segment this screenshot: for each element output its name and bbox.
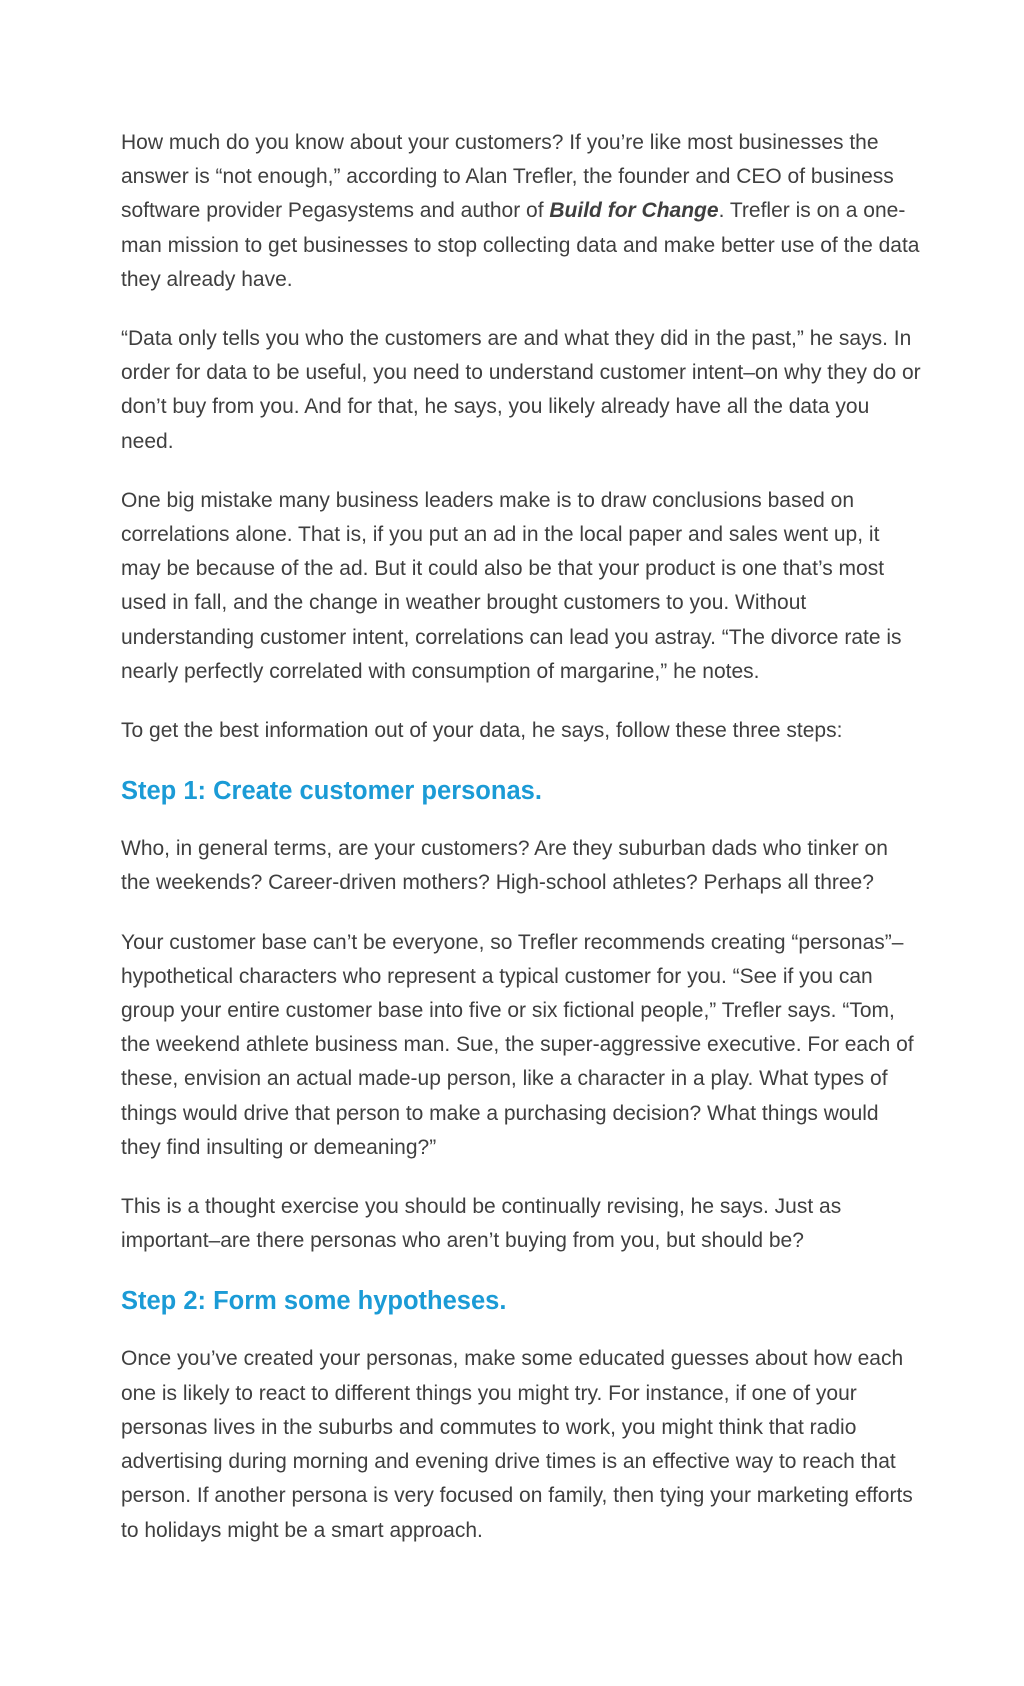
- paragraph-data-quote: “Data only tells you who the customers are and what they did in the past,” he says. In order for data to be useful, you need to understand customer intent–on why they do or don’t buy from you. And for that, he says, you likely already have all the data you need.: [121, 327, 921, 453]
- paragraph-hypotheses: Once you’ve created your personas, make some educated guesses about how each one is likely to react to different things you might try. For instance, if one of your personas lives in the suburbs and commutes to work, you might think that radio advertising during morning and evening drive times is an effective way to reach that person. If another persona is very focused on family, then tying your marketing efforts to holidays might be a smart approach.: [121, 1347, 913, 1542]
- paragraph-personas: Your customer base can’t be everyone, so Trefler recommends creating “personas”–hypothetical characters who represent a typical customer for you. “See if you can group your entire customer base into five or six fictional people,” Trefler says. “Tom, the weekend athlete business man. Sue, the super-aggressive executive. For each of these, envision an actual made-up person, like a character in a play. What types of things would drive that person to make a purchasing decision? What things would they find insulting or demeaning?”: [121, 930, 914, 1159]
- paragraph-three-steps: To get the best information out of your data, he says, follow these three steps:: [121, 719, 843, 743]
- intro-paragraph: [121, 126, 921, 297]
- paragraph-thought-exercise: This is a thought exercise you should be continually revising, he says. Just as important–are there personas who aren’t buying from you, but should be?: [121, 1195, 842, 1253]
- intro-text-continued: . Trefler is on a one-man mission to get businesses to stop collecting data and make better use of the data they already have.: [121, 199, 920, 291]
- intro-text: How much do you know about your customers? If you’re like most businesses the answer is “not enough,” according to Alan Trefler, the founder and CEO of business software provider Pegasystems and author of: [121, 131, 894, 223]
- paragraph-correlations: One big mistake many business leaders make is to draw conclusions based on correlations alone. That is, if you put an ad in the local paper and sales went up, it may be because of the ad. But it could also be that your product is one that’s most used in fall, and the change in weather brought customers to you. Without understanding customer intent, correlations can lead you astray. “The divorce rate is nearly perfectly correlated with consumption of margarine,” he notes.: [121, 488, 902, 683]
- paragraph-who-are-customers: Who, in general terms, are your customers? Are they suburban dads who tinker on the weekends? Career-driven mothers? High-school athletes? Perhaps all three?: [121, 837, 888, 895]
- step-2-heading: Step 2: Form some hypotheses.: [121, 1287, 507, 1316]
- step-1-heading: Step 1: Create customer personas.: [121, 777, 542, 806]
- book-title: Build for Change: [549, 199, 719, 223]
- article-body: [121, 126, 921, 1573]
